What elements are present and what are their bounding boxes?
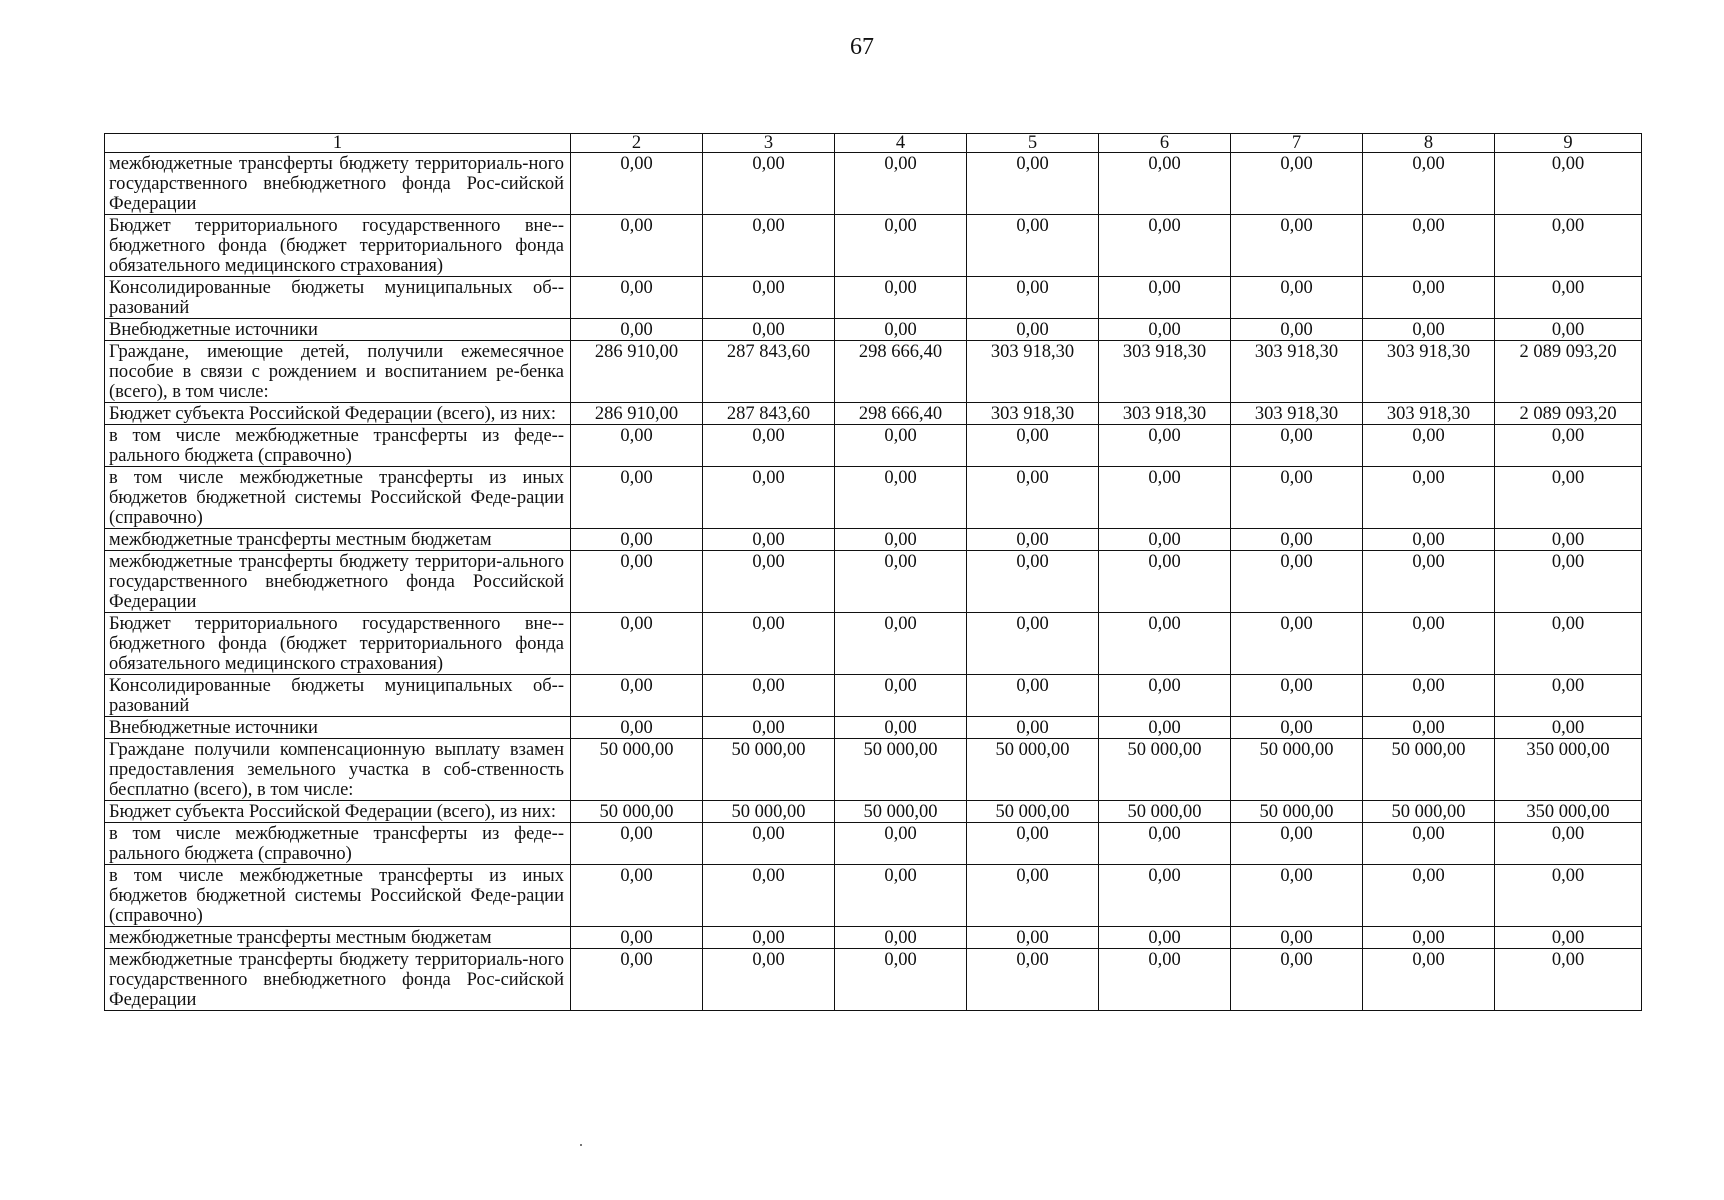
value-cell: 0,00 — [703, 551, 835, 613]
value-cell: 0,00 — [1495, 277, 1642, 319]
value-cell: 303 918,30 — [1099, 403, 1231, 425]
value-cell: 287 843,60 — [703, 403, 835, 425]
value-cell: 50 000,00 — [1231, 739, 1363, 801]
value-cell: 0,00 — [1495, 153, 1642, 215]
value-cell: 0,00 — [1363, 949, 1495, 1011]
value-cell: 0,00 — [1231, 467, 1363, 529]
value-cell: 0,00 — [1231, 215, 1363, 277]
value-cell: 0,00 — [1495, 613, 1642, 675]
value-cell: 0,00 — [835, 717, 967, 739]
value-cell: 0,00 — [1231, 425, 1363, 467]
table-row — [105, 153, 1642, 215]
value-cell: 303 918,30 — [1363, 403, 1495, 425]
value-cell: 303 918,30 — [1231, 341, 1363, 403]
value-cell: 0,00 — [703, 865, 835, 927]
table-row — [105, 425, 1642, 467]
value-cell: 0,00 — [703, 949, 835, 1011]
row-label-cell: Бюджет территориального государственного вне-бюджетного фонда (бюджет территориального фонда обязательного медицинского страхования) — [105, 613, 571, 675]
table-row — [105, 949, 1642, 1011]
value-cell: 0,00 — [1231, 319, 1363, 341]
budget-table — [104, 133, 1642, 1011]
value-cell: 0,00 — [967, 675, 1099, 717]
column-number-cell: 7 — [1231, 134, 1363, 153]
value-cell: 303 918,30 — [967, 403, 1099, 425]
value-cell: 0,00 — [967, 717, 1099, 739]
column-number-cell: 1 — [105, 134, 571, 153]
value-cell: 0,00 — [703, 425, 835, 467]
table-row — [105, 529, 1642, 551]
table-row — [105, 319, 1642, 341]
value-cell: 0,00 — [835, 865, 967, 927]
value-cell: 0,00 — [1363, 613, 1495, 675]
column-number-cell: 8 — [1363, 134, 1495, 153]
column-number-cell: 4 — [835, 134, 967, 153]
value-cell: 0,00 — [967, 613, 1099, 675]
value-cell: 2 089 093,20 — [1495, 341, 1642, 403]
value-cell: 0,00 — [571, 823, 703, 865]
row-label-cell: в том числе межбюджетные трансферты из иных бюджетов бюджетной системы Российской Феде-рации (справочно) — [105, 865, 571, 927]
value-cell: 0,00 — [1099, 717, 1231, 739]
value-cell: 0,00 — [571, 717, 703, 739]
value-cell: 0,00 — [571, 613, 703, 675]
value-cell: 0,00 — [967, 467, 1099, 529]
value-cell: 0,00 — [1231, 675, 1363, 717]
row-label-cell: межбюджетные трансферты бюджету территориаль-ного государственного внебюджетного фонда Рос-сийской Федерации — [105, 153, 571, 215]
value-cell: 0,00 — [967, 927, 1099, 949]
row-label-cell: межбюджетные трансферты местным бюджетам — [105, 529, 571, 551]
row-label-cell: Бюджет субъекта Российской Федерации (всего), из них: — [105, 801, 571, 823]
column-number-cell: 6 — [1099, 134, 1231, 153]
value-cell: 287 843,60 — [703, 341, 835, 403]
row-label-cell: межбюджетные трансферты местным бюджетам — [105, 927, 571, 949]
value-cell: 0,00 — [835, 319, 967, 341]
row-label-cell: Граждане получили компенсационную выплату взамен предоставления земельного участка в соб-ственность бесплатно (всего), в том числе: — [105, 739, 571, 801]
value-cell: 0,00 — [835, 551, 967, 613]
value-cell: 0,00 — [835, 153, 967, 215]
value-cell: 286 910,00 — [571, 403, 703, 425]
value-cell: 0,00 — [967, 865, 1099, 927]
value-cell: 0,00 — [1495, 675, 1642, 717]
value-cell: 0,00 — [1363, 865, 1495, 927]
value-cell: 0,00 — [1363, 425, 1495, 467]
value-cell: 50 000,00 — [703, 739, 835, 801]
value-cell: 0,00 — [1099, 215, 1231, 277]
column-number-cell: 2 — [571, 134, 703, 153]
value-cell: 0,00 — [1099, 949, 1231, 1011]
value-cell: 0,00 — [703, 927, 835, 949]
row-label-cell: межбюджетные трансферты бюджету территори-ального государственного внебюджетного фонда Российской Федерации — [105, 551, 571, 613]
value-cell: 0,00 — [703, 215, 835, 277]
value-cell: 0,00 — [967, 425, 1099, 467]
value-cell: 0,00 — [835, 529, 967, 551]
value-cell: 0,00 — [1099, 467, 1231, 529]
column-number-cell: 9 — [1495, 134, 1642, 153]
row-label-cell: Граждане, имеющие детей, получили ежемесячное пособие в связи с рождением и воспитанием ре-бенка (всего), в том числе: — [105, 341, 571, 403]
value-cell: 0,00 — [1363, 153, 1495, 215]
value-cell: 50 000,00 — [835, 801, 967, 823]
value-cell: 0,00 — [1495, 215, 1642, 277]
value-cell: 0,00 — [1495, 551, 1642, 613]
table-row — [105, 613, 1642, 675]
value-cell: 0,00 — [1363, 215, 1495, 277]
value-cell: 0,00 — [571, 425, 703, 467]
value-cell: 0,00 — [967, 215, 1099, 277]
table-row — [105, 277, 1642, 319]
value-cell: 50 000,00 — [835, 739, 967, 801]
row-label-cell: межбюджетные трансферты бюджету территориаль-ного государственного внебюджетного фонда Рос-сийской Федерации — [105, 949, 571, 1011]
value-cell: 0,00 — [571, 467, 703, 529]
value-cell: 0,00 — [1231, 865, 1363, 927]
value-cell: 0,00 — [571, 551, 703, 613]
value-cell: 0,00 — [1231, 927, 1363, 949]
value-cell: 0,00 — [967, 153, 1099, 215]
value-cell: 303 918,30 — [1231, 403, 1363, 425]
table-row — [105, 865, 1642, 927]
value-cell: 0,00 — [703, 529, 835, 551]
value-cell: 0,00 — [1099, 551, 1231, 613]
value-cell: 298 666,40 — [835, 403, 967, 425]
value-cell: 0,00 — [1099, 277, 1231, 319]
value-cell: 0,00 — [1231, 949, 1363, 1011]
row-label-cell: в том числе межбюджетные трансферты из феде-рального бюджета (справочно) — [105, 823, 571, 865]
table-row — [105, 675, 1642, 717]
value-cell: 0,00 — [967, 551, 1099, 613]
value-cell: 0,00 — [1363, 927, 1495, 949]
table-row — [105, 927, 1642, 949]
value-cell: 0,00 — [835, 675, 967, 717]
value-cell: 0,00 — [1363, 319, 1495, 341]
value-cell: 350 000,00 — [1495, 801, 1642, 823]
row-label-cell: Бюджет субъекта Российской Федерации (всего), из них: — [105, 403, 571, 425]
value-cell: 0,00 — [1495, 865, 1642, 927]
value-cell: 0,00 — [571, 865, 703, 927]
scan-speck — [580, 1144, 582, 1146]
table-row — [105, 739, 1642, 801]
table-row — [105, 823, 1642, 865]
value-cell: 0,00 — [1099, 865, 1231, 927]
row-label-cell: Бюджет территориального государственного вне-бюджетного фонда (бюджет территориального фонда обязательного медицинского страхования) — [105, 215, 571, 277]
value-cell: 0,00 — [1099, 675, 1231, 717]
value-cell: 50 000,00 — [967, 801, 1099, 823]
value-cell: 0,00 — [1231, 717, 1363, 739]
value-cell: 0,00 — [1363, 551, 1495, 613]
table-row — [105, 717, 1642, 739]
table-row — [105, 467, 1642, 529]
value-cell: 0,00 — [703, 319, 835, 341]
value-cell: 0,00 — [571, 927, 703, 949]
row-label-cell: Внебюджетные источники — [105, 717, 571, 739]
value-cell: 0,00 — [1231, 153, 1363, 215]
value-cell: 50 000,00 — [1363, 801, 1495, 823]
value-cell: 0,00 — [571, 319, 703, 341]
value-cell: 0,00 — [835, 467, 967, 529]
column-number-row — [105, 134, 1642, 153]
value-cell: 0,00 — [1099, 927, 1231, 949]
value-cell: 0,00 — [1363, 277, 1495, 319]
value-cell: 0,00 — [1099, 319, 1231, 341]
value-cell: 0,00 — [703, 467, 835, 529]
value-cell: 50 000,00 — [1099, 739, 1231, 801]
value-cell: 50 000,00 — [703, 801, 835, 823]
column-number-cell: 5 — [967, 134, 1099, 153]
value-cell: 0,00 — [967, 529, 1099, 551]
value-cell: 0,00 — [703, 717, 835, 739]
value-cell: 0,00 — [1495, 529, 1642, 551]
value-cell: 0,00 — [967, 277, 1099, 319]
table-row — [105, 403, 1642, 425]
table-row — [105, 551, 1642, 613]
row-label-cell: в том числе межбюджетные трансферты из иных бюджетов бюджетной системы Российской Феде-рации (справочно) — [105, 467, 571, 529]
value-cell: 0,00 — [1099, 823, 1231, 865]
value-cell: 0,00 — [1495, 467, 1642, 529]
value-cell: 0,00 — [1363, 717, 1495, 739]
value-cell: 0,00 — [1495, 717, 1642, 739]
value-cell: 0,00 — [1231, 823, 1363, 865]
value-cell: 0,00 — [1099, 153, 1231, 215]
value-cell: 0,00 — [1231, 551, 1363, 613]
value-cell: 0,00 — [571, 529, 703, 551]
value-cell: 0,00 — [967, 949, 1099, 1011]
column-number-cell: 3 — [703, 134, 835, 153]
value-cell: 303 918,30 — [1363, 341, 1495, 403]
value-cell: 0,00 — [571, 949, 703, 1011]
value-cell: 0,00 — [703, 675, 835, 717]
value-cell: 0,00 — [1495, 823, 1642, 865]
value-cell: 0,00 — [1099, 425, 1231, 467]
value-cell: 0,00 — [835, 613, 967, 675]
value-cell: 0,00 — [1099, 529, 1231, 551]
value-cell: 286 910,00 — [571, 341, 703, 403]
value-cell: 0,00 — [571, 153, 703, 215]
value-cell: 0,00 — [1231, 277, 1363, 319]
value-cell: 0,00 — [703, 613, 835, 675]
value-cell: 50 000,00 — [1363, 739, 1495, 801]
value-cell: 303 918,30 — [1099, 341, 1231, 403]
value-cell: 0,00 — [1363, 823, 1495, 865]
value-cell: 350 000,00 — [1495, 739, 1642, 801]
value-cell: 0,00 — [703, 153, 835, 215]
value-cell: 0,00 — [1099, 613, 1231, 675]
value-cell: 0,00 — [835, 823, 967, 865]
row-label-cell: Консолидированные бюджеты муниципальных об-разований — [105, 277, 571, 319]
value-cell: 298 666,40 — [835, 341, 967, 403]
value-cell: 0,00 — [571, 277, 703, 319]
row-label-cell: Консолидированные бюджеты муниципальных об-разований — [105, 675, 571, 717]
value-cell: 0,00 — [1231, 613, 1363, 675]
value-cell: 0,00 — [1495, 927, 1642, 949]
row-label-cell: в том числе межбюджетные трансферты из феде-рального бюджета (справочно) — [105, 425, 571, 467]
value-cell: 0,00 — [1363, 675, 1495, 717]
page-number: 67 — [850, 34, 874, 60]
value-cell: 0,00 — [1495, 425, 1642, 467]
table-row — [105, 341, 1642, 403]
value-cell: 0,00 — [1363, 467, 1495, 529]
value-cell: 0,00 — [835, 949, 967, 1011]
value-cell: 50 000,00 — [1099, 801, 1231, 823]
value-cell: 0,00 — [835, 215, 967, 277]
value-cell: 50 000,00 — [967, 739, 1099, 801]
value-cell: 0,00 — [1231, 529, 1363, 551]
table-body — [105, 134, 1642, 1011]
table-row — [105, 801, 1642, 823]
value-cell: 0,00 — [1495, 319, 1642, 341]
value-cell: 0,00 — [703, 823, 835, 865]
value-cell: 0,00 — [703, 277, 835, 319]
value-cell: 0,00 — [571, 675, 703, 717]
value-cell: 0,00 — [1363, 529, 1495, 551]
value-cell: 303 918,30 — [967, 341, 1099, 403]
value-cell: 50 000,00 — [571, 739, 703, 801]
value-cell: 0,00 — [967, 823, 1099, 865]
value-cell: 0,00 — [835, 425, 967, 467]
value-cell: 0,00 — [571, 215, 703, 277]
value-cell: 0,00 — [1495, 949, 1642, 1011]
value-cell: 0,00 — [835, 927, 967, 949]
value-cell: 50 000,00 — [1231, 801, 1363, 823]
row-label-cell: Внебюджетные источники — [105, 319, 571, 341]
table-row — [105, 215, 1642, 277]
value-cell: 0,00 — [835, 277, 967, 319]
value-cell: 2 089 093,20 — [1495, 403, 1642, 425]
value-cell: 0,00 — [967, 319, 1099, 341]
value-cell: 50 000,00 — [571, 801, 703, 823]
